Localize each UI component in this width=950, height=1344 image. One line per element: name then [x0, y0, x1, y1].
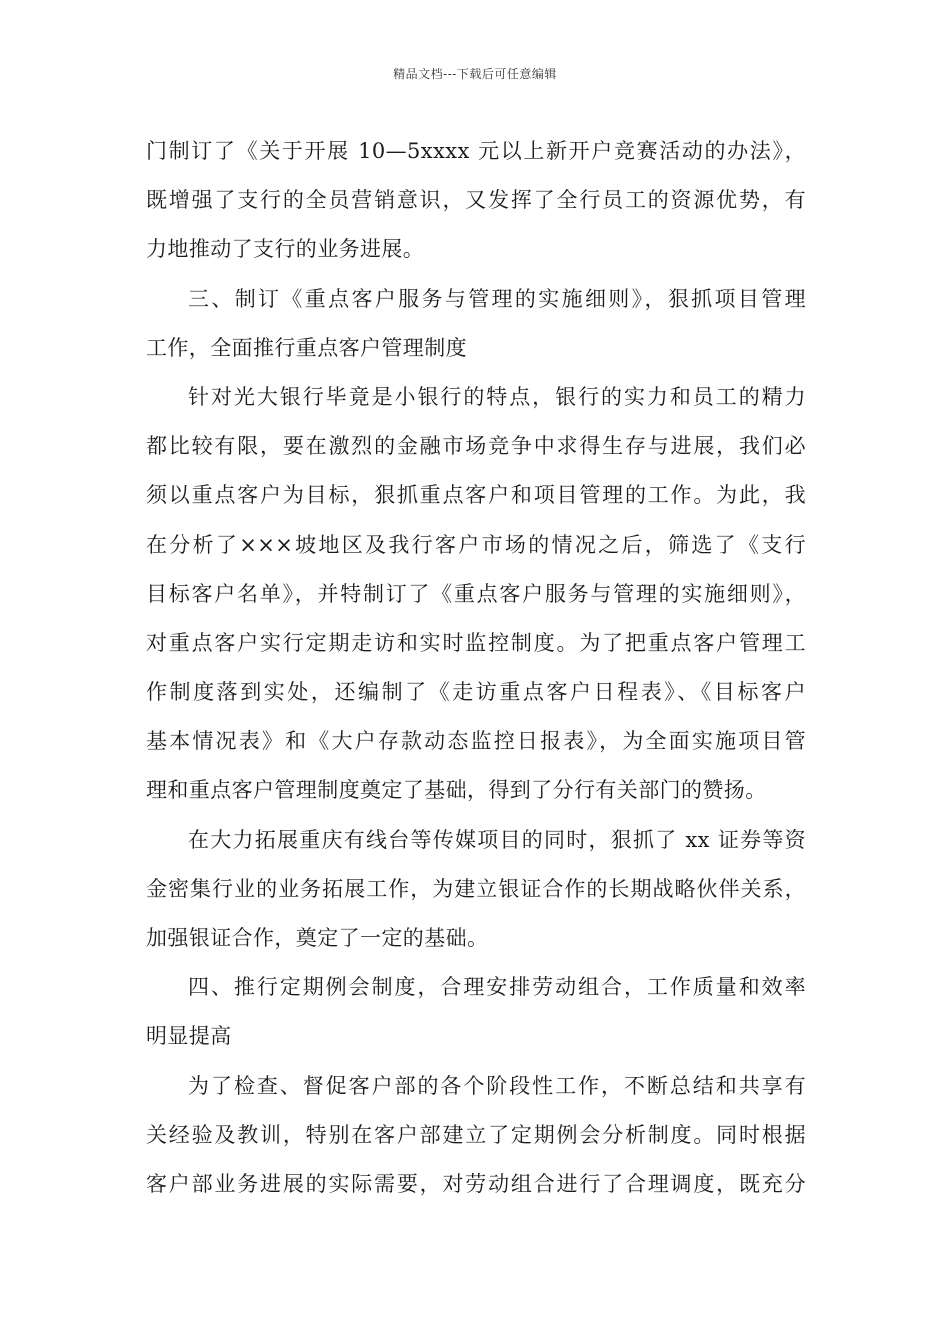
text-line: 金密集行业的业务拓展工作，为建立银证合作的长期战略伙伴关系， [146, 876, 806, 901]
text-line: 客户部业务进展的实际需要，对劳动组合进行了合理调度，既充分 [146, 1171, 806, 1196]
text-line: 在大力拓展重庆有线台等传媒项目的同时，狠抓了 xx 证券等资 [188, 827, 806, 852]
text-line: 对重点客户实行定期走访和实时监控制度。为了把重点客户管理工 [146, 630, 806, 655]
document-body [146, 127, 806, 1209]
text-line: 加强银证合作，奠定了一定的基础。 [146, 926, 489, 950]
text-line: 门制订了《关于开展 10—5xxxx 元以上新开户竞赛活动的办法》， [146, 139, 806, 163]
text-line: 既增强了支行的全员营销意识，又发挥了全行员工的资源优势，有 [146, 188, 806, 213]
section-heading-line: 工作，全面推行重点客户管理制度 [146, 335, 467, 360]
section-heading-line: 四、推行定期例会制度，合理安排劳动组合，工作质量和效率 [188, 975, 806, 1000]
section-heading-line: 三、制订《重点客户服务与管理的实施细则》，狠抓项目管理 [188, 286, 806, 311]
text-line: 在分析了×××坡地区及我行客户市场的情况之后，筛选了《支行 [146, 532, 806, 557]
text-line: 理和重点客户管理制度奠定了基础，得到了分行有关部门的赞扬。 [146, 778, 767, 803]
text-line: 力地推动了支行的业务进展。 [146, 237, 425, 262]
text-line: 作制度落到实处，还编制了《走访重点客户日程表》、《目标客户 [146, 680, 806, 705]
text-line: 关经验及教训，特别在客户部建立了定期例会分析制度。同时根据 [146, 1122, 806, 1147]
section-heading-line: 明显提高 [146, 1024, 232, 1049]
text-line: 为了检查、督促客户部的各个阶段性工作，不断总结和共享有 [188, 1073, 806, 1098]
page-header: 精品文档---下载后可任意编辑 [393, 67, 557, 81]
text-line: 目标客户名单》，并特制订了《重点客户服务与管理的实施细则》， [146, 581, 806, 606]
text-line: 基本情况表》和《大户存款动态监控日报表》，为全面实施项目管 [146, 729, 806, 754]
text-line: 都比较有限，要在激烈的金融市场竞争中求得生存与进展，我们必 [146, 434, 806, 459]
text-line: 须以重点客户为目标，狠抓重点客户和项目管理的工作。为此，我 [146, 483, 806, 508]
text-line: 针对光大银行毕竟是小银行的特点，银行的实力和员工的精力 [188, 384, 806, 409]
